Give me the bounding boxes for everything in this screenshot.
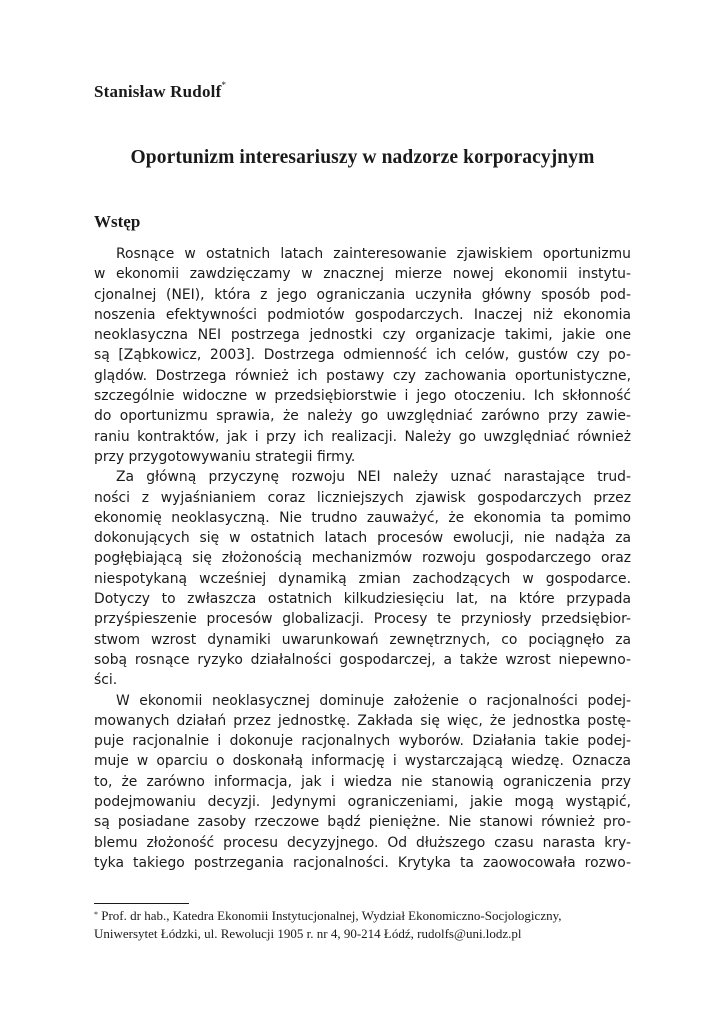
section-heading: Wstęp bbox=[94, 212, 141, 231]
footnote-line-2: Uniwersytet Łódzki, ul. Rewolucji 1905 r. nr 4, 90-214 Łódź, rudolfs@uni.lodz.pl bbox=[94, 925, 522, 941]
body-line: W ekonomii neoklasycznej dominuje założenie o racjonalności podej- bbox=[116, 692, 631, 709]
body-line: muje w oparciu o doskonałą informację i wystarczającą wiedzę. Oznacza bbox=[94, 753, 631, 770]
body-line: raniu kontraktów, jak i przy ich realizacji. Należy go uwzględniać również bbox=[94, 428, 631, 445]
footnote-separator bbox=[94, 903, 189, 904]
body-line: cjonalnej (NEI), która z jego ograniczania uczyniła główny sposób pod- bbox=[94, 286, 631, 303]
body-line: mowanych działań przez jednostkę. Zakłada się więc, że jednostka postę- bbox=[94, 712, 631, 729]
body-line: neoklasyczna NEI postrzega jednostki czy organizacje takimi, jakie one bbox=[94, 327, 631, 344]
body-line: dokonujących się w ostatnich latach procesów ewolucji, nie nadąża za bbox=[94, 530, 631, 547]
body-line: noszenia efektywności podmiotów gospodarczych. Inaczej niż ekonomia bbox=[94, 306, 631, 323]
body-line: pogłębiającą się złożonością mechanizmów rozwoju gospodarczego oraz bbox=[94, 550, 631, 567]
author-name-text: Stanisław Rudolf bbox=[94, 82, 222, 101]
body-line: są [Ząbkowicz, 2003]. Dostrzega odmienność ich celów, gustów czy po- bbox=[94, 347, 631, 364]
body-line: ności z wyjaśnianiem coraz liczniejszych zjawisk gospodarczych przez bbox=[94, 489, 631, 506]
body-line: ści. bbox=[94, 672, 118, 689]
article-title: Oportunizm interesariuszy w nadzorze korporacyjnym bbox=[130, 147, 595, 168]
body-line: tyka takiego postrzegania racjonalności. Krytyka ta zaowocowała rozwo- bbox=[94, 854, 631, 871]
body-line: podejmowaniu decyzji. Jedynymi ograniczeniami, jakie mogą wystąpić, bbox=[94, 794, 631, 811]
body-line: sobą rosnące ryzyko działalności gospodarczej, a także wzrost niepewno- bbox=[94, 651, 631, 668]
footnote-text-1: Prof. dr hab., Katedra Ekonomii Instytucjonalnej, Wydział Ekonomiczno-Socjologiczny, bbox=[101, 908, 562, 923]
body-line: Rosnące w ostatnich latach zainteresowanie zjawiskiem oportunizmu bbox=[116, 246, 631, 262]
footnote bbox=[94, 907, 631, 942]
body-line: szczególnie widoczne w przedsiębiorstwie i jego otoczeniu. Ich skłonność bbox=[94, 388, 631, 405]
body-line: puje racjonalnie i dokonuje racjonalnych wyborów. Działania takie podej- bbox=[94, 733, 631, 750]
author-name bbox=[94, 82, 226, 102]
body-line: Dotyczy to zwłaszcza ostatnich kilkudziesięciu lat, na które przypada bbox=[94, 591, 631, 608]
author-footnote-marker[interactable]: * bbox=[221, 80, 227, 90]
footnote-marker: * bbox=[94, 910, 98, 919]
body-line: Za główną przyczynę rozwoju NEI należy uznać narastające trud- bbox=[116, 469, 631, 486]
body-line: niespotykaną wcześniej dynamiką zmian zachodzących w gospodarce. bbox=[94, 570, 631, 587]
body-line: w ekonomii zawdzięczamy w znacznej mierze nowej ekonomii instytu- bbox=[94, 266, 631, 283]
footnote-line-1 bbox=[94, 907, 631, 925]
body-line: stwom wzrost dynamiki uwarunkowań zewnętrznych, co pociągnęło za bbox=[94, 631, 631, 648]
body-line: przy przygotowywaniu strategii firmy. bbox=[94, 448, 356, 465]
body-line: do oportunizmu sprawia, że należy go uwzględniać zarówno przy zawie- bbox=[94, 408, 631, 425]
body-line: blemu złożoność procesu decyzyjnego. Od dłuższego czasu narasta kry- bbox=[94, 834, 631, 851]
body-text bbox=[94, 244, 631, 873]
body-line: to, że zarówno informacja, jak i wiedza nie stanowią ograniczenia przy bbox=[94, 773, 631, 790]
body-line: glądów. Dostrzega również ich postawy czy zachowania oportunistyczne, bbox=[94, 367, 631, 384]
body-line: ekonomię neoklasyczną. Nie trudno zauważyć, że ekonomia ta pomimo bbox=[94, 509, 631, 526]
body-line: są posiadane zasoby rzeczowe bądź pieniężne. Nie stanowi również pro- bbox=[94, 814, 631, 831]
body-line: przyśpieszenie procesów globalizacji. Procesy te przyniosły przedsiębior- bbox=[94, 611, 631, 628]
